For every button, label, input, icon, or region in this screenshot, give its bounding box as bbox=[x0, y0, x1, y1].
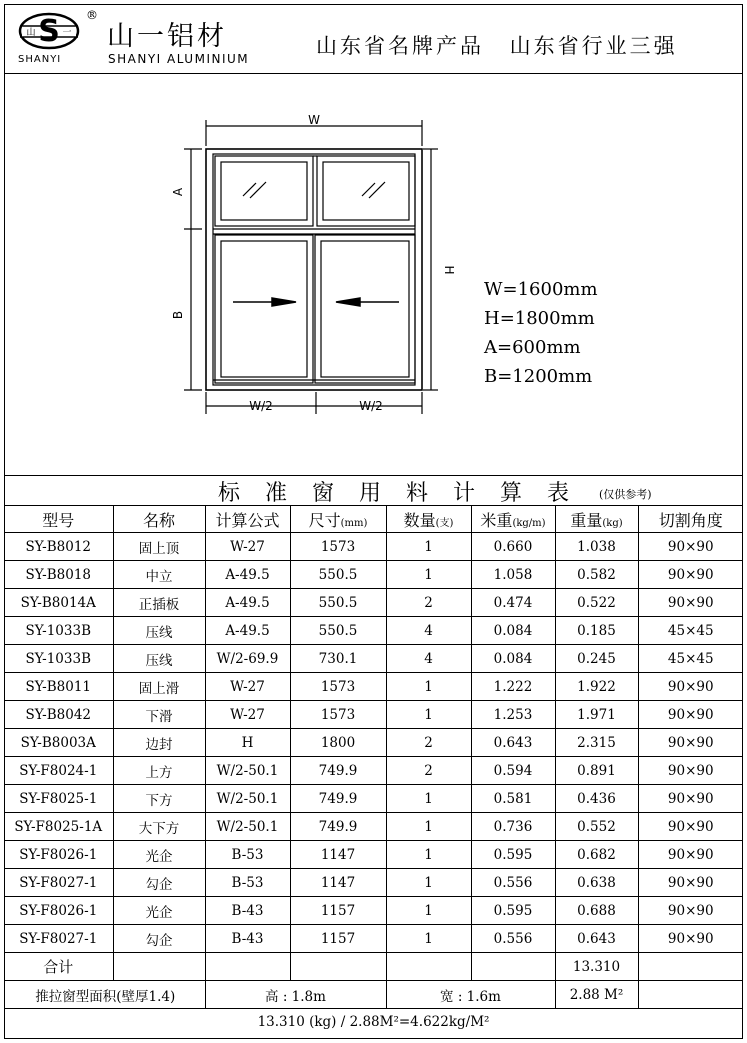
table-header-row bbox=[4, 506, 743, 533]
table-row bbox=[4, 869, 743, 897]
logo-icon bbox=[18, 12, 80, 50]
table-row bbox=[4, 813, 743, 841]
summary-footer: 13.310 (kg) / 2.88M²=4.622kg/M² bbox=[257, 1014, 490, 1030]
cell-size: 550.5 bbox=[290, 617, 386, 645]
cell-size: 1147 bbox=[290, 841, 386, 869]
cell-weight: 0.582 bbox=[555, 561, 638, 589]
cell-weight: 0.522 bbox=[555, 589, 638, 617]
cell-formula: B-53 bbox=[205, 869, 290, 897]
logo-right-char: 一 bbox=[62, 28, 72, 38]
cell-angle: 90×90 bbox=[638, 757, 743, 785]
cell-mweight: 0.595 bbox=[471, 897, 555, 925]
cell-model: SY-1033B bbox=[4, 617, 113, 645]
cell-formula: A-49.5 bbox=[205, 617, 290, 645]
material-table bbox=[4, 506, 743, 1009]
cell-qty: 1 bbox=[386, 925, 471, 953]
table-row bbox=[4, 785, 743, 813]
cell-qty: 4 bbox=[386, 617, 471, 645]
cell-formula: W/2-50.1 bbox=[205, 813, 290, 841]
cell-mweight: 1.253 bbox=[471, 701, 555, 729]
cell-size: 550.5 bbox=[290, 589, 386, 617]
spec-height: H=1800mm bbox=[484, 308, 595, 329]
cell-angle: 90×90 bbox=[638, 841, 743, 869]
table-title-bar bbox=[4, 476, 743, 506]
cell-name: 固上顶 bbox=[113, 533, 205, 561]
total-row bbox=[4, 953, 743, 981]
cell-model: SY-B8003A bbox=[4, 729, 113, 757]
cell-weight: 0.638 bbox=[555, 869, 638, 897]
cell-weight: 2.315 bbox=[555, 729, 638, 757]
cell-name: 下滑 bbox=[113, 701, 205, 729]
cell-model: SY-F8024-1 bbox=[4, 757, 113, 785]
cell-mweight: 0.736 bbox=[471, 813, 555, 841]
table-row bbox=[4, 925, 743, 953]
cell-angle: 90×90 bbox=[638, 589, 743, 617]
cell-size: 1573 bbox=[290, 673, 386, 701]
cell-formula: H bbox=[205, 729, 290, 757]
header-model: 型号 bbox=[4, 506, 113, 533]
cell-qty: 1 bbox=[386, 561, 471, 589]
cell-weight: 1.971 bbox=[555, 701, 638, 729]
header-size: 尺寸(mm) bbox=[290, 506, 386, 533]
table-title: 标准窗用料计算表 bbox=[218, 481, 595, 506]
table-row bbox=[4, 757, 743, 785]
cell-formula: A-49.5 bbox=[205, 589, 290, 617]
table-row bbox=[4, 645, 743, 673]
header-formula: 计算公式 bbox=[205, 506, 290, 533]
width-value: 宽 : 1.6m bbox=[386, 981, 555, 1009]
cell-weight: 0.643 bbox=[555, 925, 638, 953]
table-row bbox=[4, 533, 743, 561]
cell-qty: 1 bbox=[386, 533, 471, 561]
label-h: H bbox=[442, 265, 456, 275]
label-a: A bbox=[171, 187, 185, 197]
cell-model: SY-B8018 bbox=[4, 561, 113, 589]
spec-width: W=1600mm bbox=[484, 279, 598, 300]
registered-mark: ® bbox=[86, 8, 98, 22]
table-row bbox=[4, 701, 743, 729]
cell-qty: 4 bbox=[386, 645, 471, 673]
cell-name: 压线 bbox=[113, 645, 205, 673]
cell-qty: 1 bbox=[386, 785, 471, 813]
cell-name: 勾企 bbox=[113, 925, 205, 953]
cell-model: SY-F8025-1A bbox=[4, 813, 113, 841]
header bbox=[4, 4, 743, 74]
cell-name: 正插板 bbox=[113, 589, 205, 617]
cell-model: SY-F8025-1 bbox=[4, 785, 113, 813]
cell-mweight: 0.556 bbox=[471, 869, 555, 897]
total-value: 13.310 bbox=[555, 953, 638, 981]
cell-formula: W-27 bbox=[205, 533, 290, 561]
header-weight: 重量(kg) bbox=[555, 506, 638, 533]
cell-model: SY-B8012 bbox=[4, 533, 113, 561]
cell-angle: 90×90 bbox=[638, 897, 743, 925]
cell-angle: 90×90 bbox=[638, 533, 743, 561]
cell-qty: 2 bbox=[386, 729, 471, 757]
label-b: B bbox=[171, 310, 185, 320]
area-value: 2.88 M² bbox=[555, 981, 638, 1009]
cell-mweight: 0.643 bbox=[471, 729, 555, 757]
cell-qty: 1 bbox=[386, 869, 471, 897]
label-w: W bbox=[308, 113, 320, 127]
cell-angle: 90×90 bbox=[638, 813, 743, 841]
table-row bbox=[4, 589, 743, 617]
cell-angle: 90×90 bbox=[638, 673, 743, 701]
cell-model: SY-1033B bbox=[4, 645, 113, 673]
cell-mweight: 0.556 bbox=[471, 925, 555, 953]
logo-letter: S bbox=[38, 14, 60, 49]
cell-formula: W/2-50.1 bbox=[205, 785, 290, 813]
logo-text: SHANYI bbox=[18, 54, 62, 65]
cell-size: 749.9 bbox=[290, 757, 386, 785]
cell-name: 大下方 bbox=[113, 813, 205, 841]
cell-model: SY-F8027-1 bbox=[4, 925, 113, 953]
header-qty: 数量(支) bbox=[386, 506, 471, 533]
cell-formula: W-27 bbox=[205, 673, 290, 701]
table-note: (仅供参考) bbox=[599, 488, 652, 501]
cell-name: 光企 bbox=[113, 841, 205, 869]
spec-a: A=600mm bbox=[484, 337, 581, 358]
cell-mweight: 0.595 bbox=[471, 841, 555, 869]
cell-model: SY-F8026-1 bbox=[4, 897, 113, 925]
label-half-right: W/2 bbox=[359, 399, 383, 413]
cell-qty: 2 bbox=[386, 589, 471, 617]
cell-angle: 90×90 bbox=[638, 729, 743, 757]
cell-weight: 0.185 bbox=[555, 617, 638, 645]
cell-formula: A-49.5 bbox=[205, 561, 290, 589]
cell-qty: 1 bbox=[386, 701, 471, 729]
spec-b: B=1200mm bbox=[484, 366, 593, 387]
table-row bbox=[4, 673, 743, 701]
window-drawing bbox=[4, 74, 743, 476]
cell-formula: B-53 bbox=[205, 841, 290, 869]
cell-size: 1573 bbox=[290, 533, 386, 561]
cell-size: 749.9 bbox=[290, 813, 386, 841]
slogan: 山东省名牌产品 山东省行业三强 bbox=[316, 34, 678, 58]
cell-weight: 0.245 bbox=[555, 645, 638, 673]
cell-mweight: 1.058 bbox=[471, 561, 555, 589]
cell-angle: 90×90 bbox=[638, 925, 743, 953]
cell-model: SY-F8027-1 bbox=[4, 869, 113, 897]
table-row bbox=[4, 617, 743, 645]
cell-formula: W/2-50.1 bbox=[205, 757, 290, 785]
height-value: 高 : 1.8m bbox=[205, 981, 386, 1009]
cell-model: SY-B8042 bbox=[4, 701, 113, 729]
table-row bbox=[4, 841, 743, 869]
header-angle: 切割角度 bbox=[638, 506, 743, 533]
cell-weight: 0.436 bbox=[555, 785, 638, 813]
cell-model: SY-F8026-1 bbox=[4, 841, 113, 869]
cell-name: 上方 bbox=[113, 757, 205, 785]
table-row bbox=[4, 897, 743, 925]
cell-size: 1147 bbox=[290, 869, 386, 897]
cell-name: 压线 bbox=[113, 617, 205, 645]
brand-name-cn: 山一铝材 bbox=[107, 21, 227, 52]
cell-name: 勾企 bbox=[113, 869, 205, 897]
header-mweight: 米重(kg/m) bbox=[471, 506, 555, 533]
cell-formula: W-27 bbox=[205, 701, 290, 729]
cell-qty: 1 bbox=[386, 841, 471, 869]
cell-qty: 2 bbox=[386, 757, 471, 785]
cell-angle: 90×90 bbox=[638, 561, 743, 589]
cell-model: SY-B8011 bbox=[4, 673, 113, 701]
cell-mweight: 0.474 bbox=[471, 589, 555, 617]
cell-qty: 1 bbox=[386, 673, 471, 701]
window-diagram bbox=[4, 74, 743, 474]
cell-weight: 0.552 bbox=[555, 813, 638, 841]
cell-size: 749.9 bbox=[290, 785, 386, 813]
cell-formula: W/2-69.9 bbox=[205, 645, 290, 673]
cell-formula: B-43 bbox=[205, 925, 290, 953]
label-half-left: W/2 bbox=[249, 399, 273, 413]
cell-size: 1573 bbox=[290, 701, 386, 729]
cell-mweight: 0.581 bbox=[471, 785, 555, 813]
header-name: 名称 bbox=[113, 506, 205, 533]
cell-size: 550.5 bbox=[290, 561, 386, 589]
cell-mweight: 0.594 bbox=[471, 757, 555, 785]
cell-angle: 90×90 bbox=[638, 869, 743, 897]
cell-weight: 1.922 bbox=[555, 673, 638, 701]
cell-angle: 45×45 bbox=[638, 617, 743, 645]
cell-angle: 90×90 bbox=[638, 701, 743, 729]
cell-weight: 0.682 bbox=[555, 841, 638, 869]
total-label: 合计 bbox=[4, 953, 113, 981]
cell-name: 边封 bbox=[113, 729, 205, 757]
cell-size: 730.1 bbox=[290, 645, 386, 673]
cell-qty: 1 bbox=[386, 813, 471, 841]
cell-mweight: 0.084 bbox=[471, 645, 555, 673]
cell-weight: 1.038 bbox=[555, 533, 638, 561]
cell-size: 1157 bbox=[290, 925, 386, 953]
table-row bbox=[4, 729, 743, 757]
area-label: 推拉窗型面积(壁厚1.4) bbox=[4, 981, 205, 1009]
brand-name-en: SHANYI ALUMINIUM bbox=[108, 52, 250, 66]
cell-mweight: 0.084 bbox=[471, 617, 555, 645]
cell-name: 固上滑 bbox=[113, 673, 205, 701]
cell-mweight: 1.222 bbox=[471, 673, 555, 701]
cell-name: 中立 bbox=[113, 561, 205, 589]
cell-model: SY-B8014A bbox=[4, 589, 113, 617]
cell-name: 光企 bbox=[113, 897, 205, 925]
cell-formula: B-43 bbox=[205, 897, 290, 925]
table-row bbox=[4, 561, 743, 589]
cell-angle: 45×45 bbox=[638, 645, 743, 673]
area-row bbox=[4, 981, 743, 1009]
cell-size: 1157 bbox=[290, 897, 386, 925]
cell-weight: 0.891 bbox=[555, 757, 638, 785]
cell-angle: 90×90 bbox=[638, 785, 743, 813]
cell-weight: 0.688 bbox=[555, 897, 638, 925]
cell-size: 1800 bbox=[290, 729, 386, 757]
cell-name: 下方 bbox=[113, 785, 205, 813]
cell-mweight: 0.660 bbox=[471, 533, 555, 561]
logo-left-char: 山 bbox=[26, 28, 36, 38]
cell-qty: 1 bbox=[386, 897, 471, 925]
